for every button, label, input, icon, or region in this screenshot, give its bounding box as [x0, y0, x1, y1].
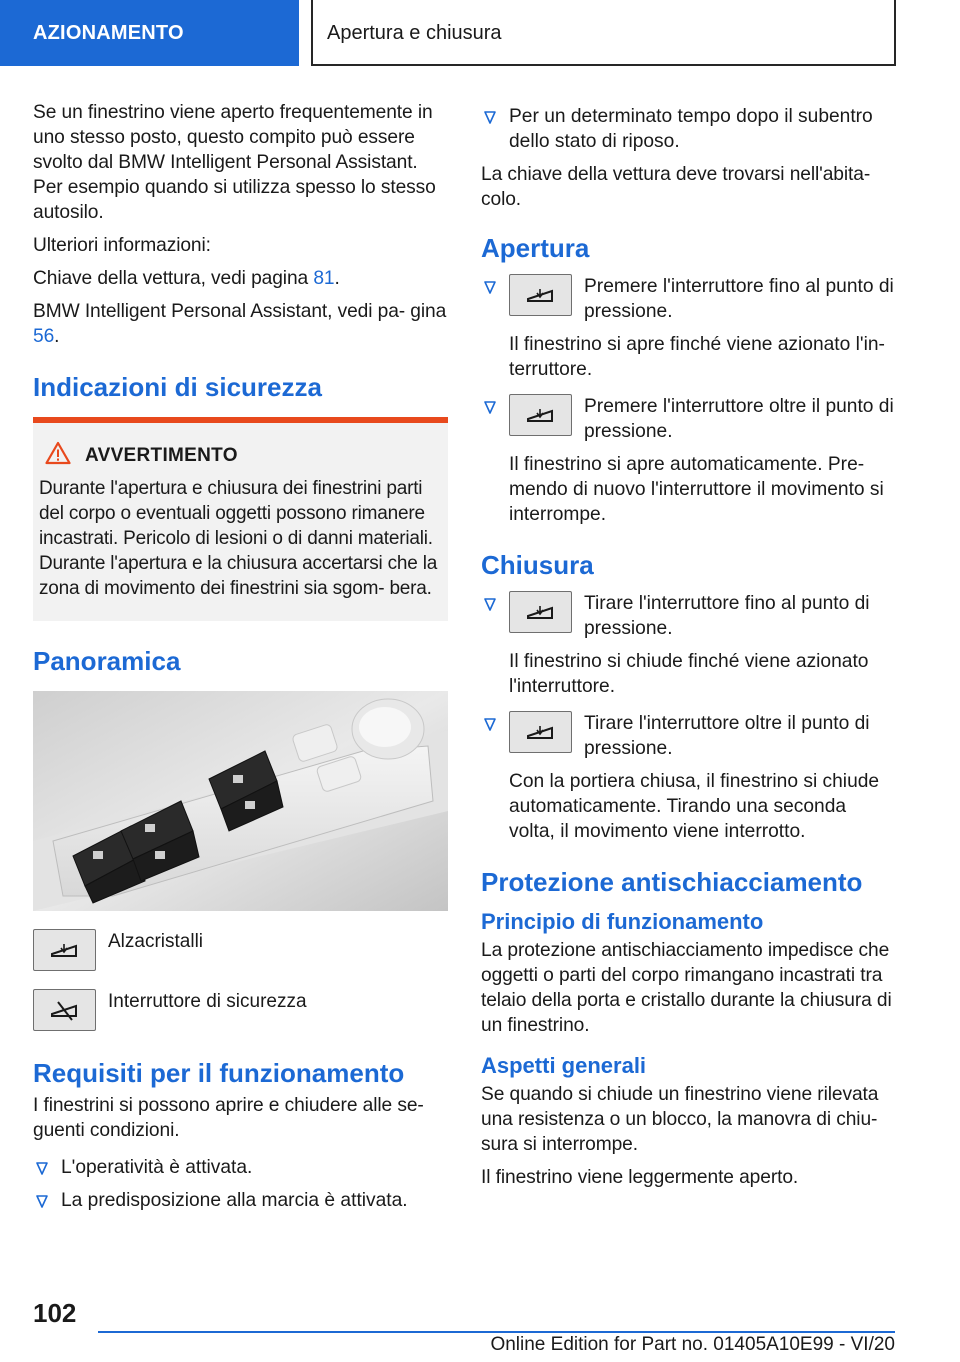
safety-heading: Indicazioni di sicurezza [33, 372, 322, 402]
intro-paragraph: Se un finestrino viene aperto frequentemente in uno stesso posto, questo compito può essere svolto dal BMW Intelligent Personal Assistant. Per esempio quando si utilizza spesso lo stesso autosilo. [33, 102, 436, 223]
list-item [481, 591, 897, 699]
step-result: Il finestrino si apre automaticamente. Pre- mendo di nuovo l'interruttore il movimento si interrompe. [509, 454, 884, 525]
legend-label-safety-switch: Interruttore di sicurezza [108, 991, 307, 1012]
step-text: Tirare l'interruttore fino al punto di pressione. [584, 593, 870, 639]
legend-row-window-switch [33, 929, 448, 971]
door-switches-photo [33, 691, 448, 911]
general-text: Se quando si chiude un finestrino viene rilevata una resistenza o un blocco, la manovra di chiu- sura si interrompe. [481, 1084, 879, 1155]
list-item: Per un determinato tempo dopo il subentro dello stato di riposo. [481, 104, 897, 154]
page-link-81[interactable]: 81 [313, 268, 335, 289]
section-tab: AZIONAMENTO [0, 0, 299, 66]
window-switch-icon [509, 711, 572, 753]
triangle-bullet-icon [483, 715, 497, 731]
step-result: Il finestrino si chiude finché viene azionato l'interruttore. [509, 651, 869, 697]
list-item: La predisposizione alla marcia è attivata. [33, 1188, 448, 1213]
open-steps [481, 274, 897, 527]
page-link-56[interactable]: 56 [33, 326, 55, 347]
step-text: Premere l'interruttore oltre il punto di pressione. [584, 396, 894, 442]
warning-text: Durante l'apertura e chiusura dei finestrini parti del corpo o eventuali oggetti possono rimanere incastrati. Pericolo di lesioni o di danni materiali. Durante l'apertura e la chiusura accertarsi che la zona di movimento dei finestrini sia sgom- bera. [39, 478, 438, 599]
legend-label-window-switch: Alzacristalli [108, 931, 204, 952]
right-column [481, 104, 897, 1198]
page-header [0, 0, 960, 66]
window-switch-icon [33, 929, 96, 971]
close-heading: Chiusura [481, 550, 594, 580]
reference-assistant: BMW Intelligent Personal Assistant, vedi pa- gina 56. [33, 301, 447, 347]
edition-text: Online Edition for Part no. 01405A10E99 - VI/20 [490, 1334, 895, 1355]
reference-key: Chiave della vettura, vedi pagina 81. [33, 268, 340, 289]
list-item [481, 711, 897, 844]
principle-heading: Principio di funzionamento [481, 909, 764, 934]
window-switch-icon [509, 591, 572, 633]
footer-divider [98, 1331, 895, 1333]
list-item: L'operatività è attivata. [33, 1155, 448, 1180]
key-note: La chiave della vettura deve trovarsi nell'abita- colo. [481, 164, 871, 210]
chapter-title: Apertura e chiusura [311, 0, 896, 66]
triangle-bullet-icon [35, 1159, 49, 1175]
principle-text: La protezione antischiacciamento impedisce che oggetti o parti del corpo rimangano incastrati tra telaio della porta e cristallo durante la chiusura di un finestrino. [481, 940, 892, 1036]
left-column [33, 100, 448, 1221]
step-text: Tirare l'interruttore oltre il punto di pressione. [584, 713, 870, 759]
window-switch-icon [509, 394, 572, 436]
close-steps [481, 591, 897, 844]
open-heading: Apertura [481, 233, 590, 263]
general-text-2: Il finestrino viene leggermente aperto. [481, 1167, 799, 1188]
warning-triangle-icon [45, 441, 71, 470]
triangle-bullet-icon [483, 595, 497, 611]
page-number: 102 [33, 1298, 77, 1328]
safety-switch-icon [33, 989, 96, 1031]
triangle-bullet-icon [483, 108, 497, 124]
pinch-protection-heading: Protezione antischiacciamento [481, 867, 863, 897]
requirements-list [33, 1155, 448, 1213]
triangle-bullet-icon [483, 398, 497, 414]
step-text: Premere l'interruttore fino al punto di pressione. [584, 276, 894, 322]
legend-row-safety-switch [33, 989, 448, 1031]
window-switch-icon [509, 274, 572, 316]
warning-title: AVVERTIMENTO [85, 444, 238, 466]
list-item [481, 394, 897, 527]
step-result: Con la portiera chiusa, il finestrino si chiude automaticamente. Tirando una seconda volta, il movimento viene interrotto. [509, 771, 880, 842]
overview-heading: Panoramica [33, 646, 181, 676]
general-heading: Aspetti generali [481, 1053, 647, 1078]
requirements-intro: I finestrini si possono aprire e chiudere alle se- guenti condizioni. [33, 1095, 424, 1141]
list-item [481, 274, 897, 382]
step-result: Il finestrino si apre finché viene azionato l'in- terruttore. [509, 334, 885, 380]
triangle-bullet-icon [483, 278, 497, 294]
warning-box [33, 417, 448, 621]
triangle-bullet-icon [35, 1192, 49, 1208]
requirements-heading: Requisiti per il funzionamento [33, 1058, 405, 1088]
more-info-label: Ulteriori informazioni: [33, 235, 211, 256]
